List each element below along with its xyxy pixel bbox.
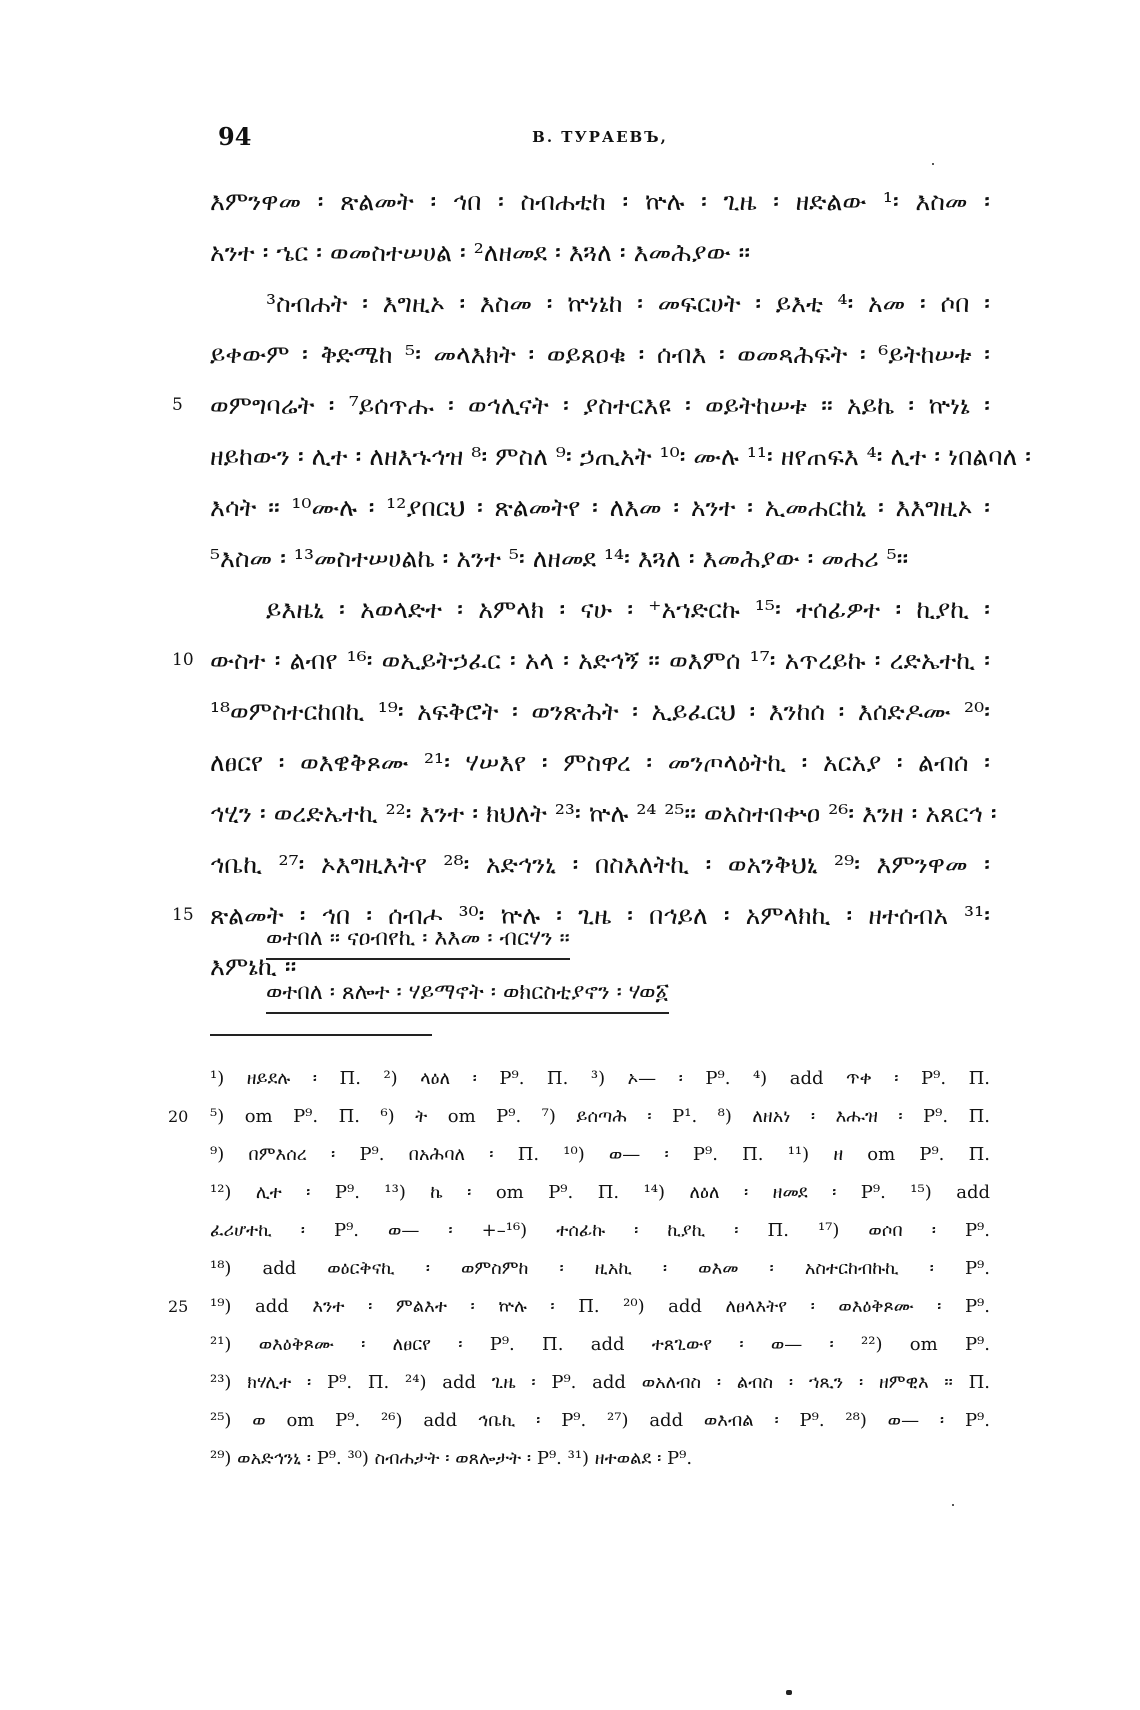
page-number: 94 bbox=[218, 122, 252, 151]
text-line: እምንዋመ ፡ ጽልመት ፡ ኅበ ፡ ስብሐቲከ ፡ ኵሉ ፡ ጊዜ ፡ ዘድልው ¹፡ እስመ ፡ bbox=[210, 187, 990, 216]
footnote-line: ¹) ዘይደሉ ፡ Π. ²) ላዕለ ፡ P⁹. Π. ³) ኦ— ፡ P⁹. ⁴) add ጥቀ ፡ P⁹. Π. bbox=[210, 1068, 990, 1089]
line-number: 15 bbox=[172, 905, 194, 925]
text-line: እሳት ። ¹⁰ሙሉ ፡ ¹²ያበርህ ፡ ጽልመትየ ፡ ለእመ ፡ አንተ ፡ ኢመሐርከኒ ፡ እእግዚኦ ፡ bbox=[210, 493, 990, 522]
main-text bbox=[172, 176, 1032, 992]
running-head: В. ТУРАЕВЪ, bbox=[532, 128, 668, 146]
footnote-line: ⁹) በምእሰረ ፡ P⁹. በአሕባለ ፡ Π. ¹⁰) ወ— ፡ P⁹. Π. ¹¹) ዘ om P⁹. Π. bbox=[210, 1144, 990, 1165]
line-number: 20 bbox=[168, 1107, 189, 1126]
text-line: ¹⁸ወምስተርከበኪ ¹⁹፡ አፍቅሮት ፡ ወንጽሕት ፡ ኢይፈርህ ፡ እንከሰ ፡ እሰድዶሙ ²⁰፡ bbox=[210, 697, 990, 726]
text-line: ኅቤኪ ²⁷፡ ኦእግዚእትየ ²⁸፡ አድኅንኒ ፡ በስእለትኪ ፡ ወአንቅህኒ ²⁹፡ እምንዋመ ፡ bbox=[210, 850, 990, 879]
text-line: ይእዜኒ ፡ አወላድተ ፡ አምላክ ፡ ናሁ ፡ ⁺አኀድርኩ ¹⁵፡ ተሰፊዎተ ፡ ኪያኪ ፡ bbox=[266, 595, 990, 624]
ink-speck bbox=[932, 163, 934, 165]
footnote-line: ¹⁸) add ወዕርቅናኪ ፡ ወምስምከ ፡ ዚአኪ ፡ ወእመ ፡ አስተርከብኩኪ ፡ P⁹. bbox=[210, 1258, 990, 1279]
text-line: 5 ወምግባሬት ፡ ⁷ይሰጥሑ ፡ ወኅሊናት ፡ ያስተርእዩ ፡ ወይትከሠቱ ። አይኬ ፡ ኵነኔ ፡ bbox=[210, 380, 990, 431]
footnote-line: ²³) ክሃሊተ ፡ P⁹. Π. ²⁴) add ጊዜ ፡ P⁹. add ወአለብስ ፡ ልብስ ፡ ኀጺን ፡ ዘምዊእ ። Π. bbox=[210, 1372, 990, 1393]
ink-speck bbox=[786, 1690, 792, 1695]
footnotes bbox=[168, 1060, 990, 1478]
colophon bbox=[266, 912, 826, 1020]
footnote-separator bbox=[210, 1034, 432, 1036]
footnote-line: 25 ¹⁹) add እንተ ፡ ምልእተ ፡ ኵሉ ፡ Π. ²⁰) add ለፀላእትየ ፡ ወእዕቅጾሙ ፡ P⁹. bbox=[210, 1288, 990, 1326]
page-header bbox=[210, 118, 990, 158]
footnote-line: ²⁵) ወ om P⁹. ²⁶) add ኅቤኪ ፡ P⁹. ²⁷) add ወእብል ፡ P⁹. ²⁸) ወ— ፡ P⁹. bbox=[210, 1410, 990, 1431]
line-number: 10 bbox=[172, 650, 194, 670]
text-line: ⁵እስመ ፡ ¹³መስተሠሀልኬ ፡ አንተ ⁵፡ ለዘመደ ¹⁴፡ እጓለ ፡ እመሕያው ፡ መሐሪ ⁵። bbox=[210, 544, 909, 573]
text-line: እምኔኪ ። bbox=[210, 952, 297, 981]
footnote-line: 20 ⁵) om P⁹. Π. ⁶) ት om P⁹. ⁷) ይሰጣሕ ፡ P¹. ⁸) ለዘአነ ፡ እሑዝ ፡ P⁹. Π. bbox=[210, 1098, 990, 1136]
colophon-line: ወተበለ ፡ ጸሎተ ፡ ሃይማኖት ፡ ወክርስቲያኖን ፡ ሃወ፩ bbox=[266, 966, 826, 1020]
text-line: 15 ጽልመት ፡ ኅበ ፡ ሰብሖ ³⁰፡ ኵሉ ፡ ጊዜ ፡ በኅይለ ፡ አምላክኪ ፡ ዘተሰብአ ³¹፡ bbox=[210, 890, 990, 941]
colophon-line: ወተበለ ። ናዐብየኪ ፡ እእመ ፡ ብርሃን ። bbox=[266, 912, 826, 966]
ink-speck bbox=[952, 1504, 954, 1506]
text-line: ³ስብሐት ፡ እግዚኦ ፡ እስመ ፡ ኵነኔከ ፡ መፍርሀት ፡ ይእቲ ⁴፡ አመ ፡ ሶበ ፡ bbox=[266, 289, 990, 318]
text-line: ኅሂን ፡ ወረድኤተኪ ²²፡ እንተ ፡ ክህለት ²³፡ ኵሉ ²⁴ ²⁵። ወአስተበቍዐ ²⁶፡ እንዘ ፡ አጸርኅ ፡ bbox=[210, 799, 997, 828]
footnote-line: ²¹) ወእዕቅጾሙ ፡ ለፀርየ ፡ P⁹. Π. add ተጸጊውየ ፡ ወ— ፡ ²²) om P⁹. bbox=[210, 1334, 990, 1355]
line-number: 5 bbox=[172, 395, 183, 415]
text-line: አንተ ፡ ኄር ፡ ወመስተሠሀል ፡ ²ለዘመደ ፡ እጓለ ፡ እመሕያው ። bbox=[210, 238, 751, 267]
text-line: ይቀውም ፡ ቅድሜከ ⁵፡ መላእክት ፡ ወይጸዐቁ ፡ ሰብእ ፡ ወመጻሕፍት ፡ ⁶ይትከሠቱ ፡ bbox=[210, 340, 990, 369]
footnote-line: ፈሪሆተኪ ፡ P⁹. ወ— ፡ +–¹⁶) ተሰፊኩ ፡ ኪያኪ ፡ Π. ¹⁷) ወሶበ ፡ P⁹. bbox=[210, 1220, 990, 1241]
footnote-line: ²⁹) ወአድኅንኒ ፡ P⁹. ³⁰) ስብሐታት ፡ ወጸሎታት ፡ P⁹. ³¹) ዘተወልደ ፡ P⁹. bbox=[210, 1448, 693, 1469]
line-number: 25 bbox=[168, 1297, 189, 1316]
text-line: 10 ውስተ ፡ ልብየ ¹⁶፡ ወኢይትኃፈር ፡ አላ ፡ አድኅኝ ። ወእምሰ ¹⁷፡ አጥረይኩ ፡ ረድኤተኪ ፡ bbox=[210, 635, 990, 686]
text-line: ዘይከውን ፡ ሊተ ፡ ለዘእኁኅዝ ⁸፡ ምስለ ⁹፡ ኃጢአት ¹⁰፡ ሙሉ ¹¹፡ ዘየጠፍእ ⁴፡ ሊተ ፡ ነበልባለ ፡ bbox=[210, 442, 1032, 471]
text-line: ለፀርየ ፡ ወእዌቅጾሙ ²¹፡ ሃሠእየ ፡ ምስዋረ ፡ መንጦላዕትኪ ፡ አርአያ ፡ ልብሰ ፡ bbox=[210, 748, 990, 777]
footnote-line: ¹²) ሊተ ፡ P⁹. ¹³) ኬ ፡ om P⁹. Π. ¹⁴) ለዕለ ፡ ዘመደ ፡ P⁹. ¹⁵) add bbox=[210, 1182, 990, 1203]
